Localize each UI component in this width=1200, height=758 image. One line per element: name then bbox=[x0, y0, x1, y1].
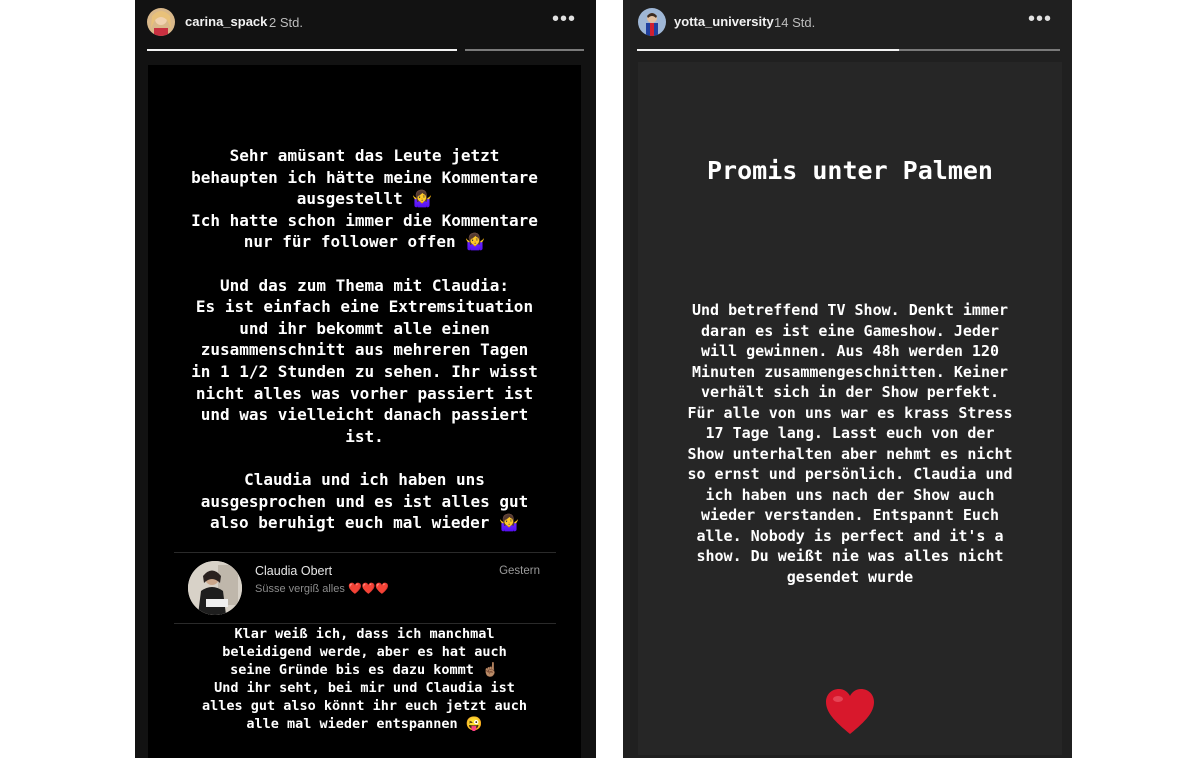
story-carina-spack[interactable] bbox=[135, 0, 596, 758]
story-title: Promis unter Palmen bbox=[707, 156, 993, 185]
timestamp: 14 Std. bbox=[774, 15, 816, 30]
story-header bbox=[135, 0, 596, 42]
story-text-reply: Klar weiß ich, dass ich manchmal beleidigend werde, aber es hat auch seine Gründe bis es dazu kommt ☝🏽 Und ihr seht, bei mir und Claudia ist alles gut also könnt ihr euch jetzt auch alle mal wieder entspannen 😜 bbox=[201, 626, 528, 732]
avatar-yotta-university[interactable] bbox=[638, 8, 666, 36]
more-options-icon[interactable]: ••• bbox=[551, 8, 576, 30]
hearts-emoji: ❤️❤️❤️ bbox=[347, 583, 390, 595]
username[interactable]: carina_spack bbox=[185, 14, 268, 29]
story-progress-bar bbox=[147, 48, 584, 52]
progress-segment-inactive bbox=[465, 49, 584, 51]
story-content bbox=[638, 62, 1062, 755]
comment-body: Süsse vergiß alles bbox=[255, 583, 345, 595]
avatar-carina-spack[interactable] bbox=[147, 8, 175, 36]
story-text-main: Sehr amüsant das Leute jetzt behaupten ich hätte meine Kommentare ausgestellt 🤷‍♀️ Ich hatte schon immer die Kommentare nur für follower offen 🤷‍♀️ Und das zum Thema mit Claudia: Es ist einfach eine Extremsituation und ihr bekommt alle einen zusammenschnitt aus mehreren Tagen in 1 1/2 Stunden zu sehen. Ihr wisst nicht alles was vorher passiert ist und was vielleicht danach passiert ist. Claudia und ich haben uns ausgesprochen und es ist alles gut also beruhigt euch mal wieder 🤷‍♀️ bbox=[191, 146, 538, 533]
username[interactable]: yotta_university bbox=[674, 14, 774, 29]
timestamp: 2 Std. bbox=[269, 15, 303, 30]
story-header bbox=[623, 0, 1072, 42]
story-text-body: Und betreffend TV Show. Denkt immer daran es ist eine Gameshow. Jeder will gewinnen. Aus 48h werden 120 Minuten zusammengeschnitten. Keiner verhält sich in der Show perfekt. Für alle von uns war es krass Stress 17 Tage lang. Lasst euch von der Show unterhalten aber nehmt es nicht so ernst und persönlich. Claudia und ich haben uns nach der Show auch wieder verstanden. Entspannt Euch alle. Nobody is perfect and it's a show. Du weißt nie was alles nicht gesendet wurde bbox=[687, 301, 1013, 586]
avatar-claudia-obert bbox=[188, 561, 242, 615]
story-content bbox=[148, 65, 581, 758]
progress-segment-active bbox=[147, 49, 457, 51]
comment-text bbox=[255, 582, 389, 595]
progress-gap bbox=[457, 49, 465, 51]
comment-screenshot bbox=[174, 552, 556, 624]
progress-segment-inactive bbox=[899, 49, 1060, 51]
progress-segment-active bbox=[637, 49, 899, 51]
comment-date: Gestern bbox=[499, 565, 540, 577]
heart-icon bbox=[824, 688, 876, 736]
comment-author: Claudia Obert bbox=[255, 564, 333, 578]
story-progress-bar bbox=[637, 48, 1060, 52]
more-options-icon[interactable]: ••• bbox=[1027, 8, 1052, 30]
story-yotta-university[interactable] bbox=[623, 0, 1072, 758]
